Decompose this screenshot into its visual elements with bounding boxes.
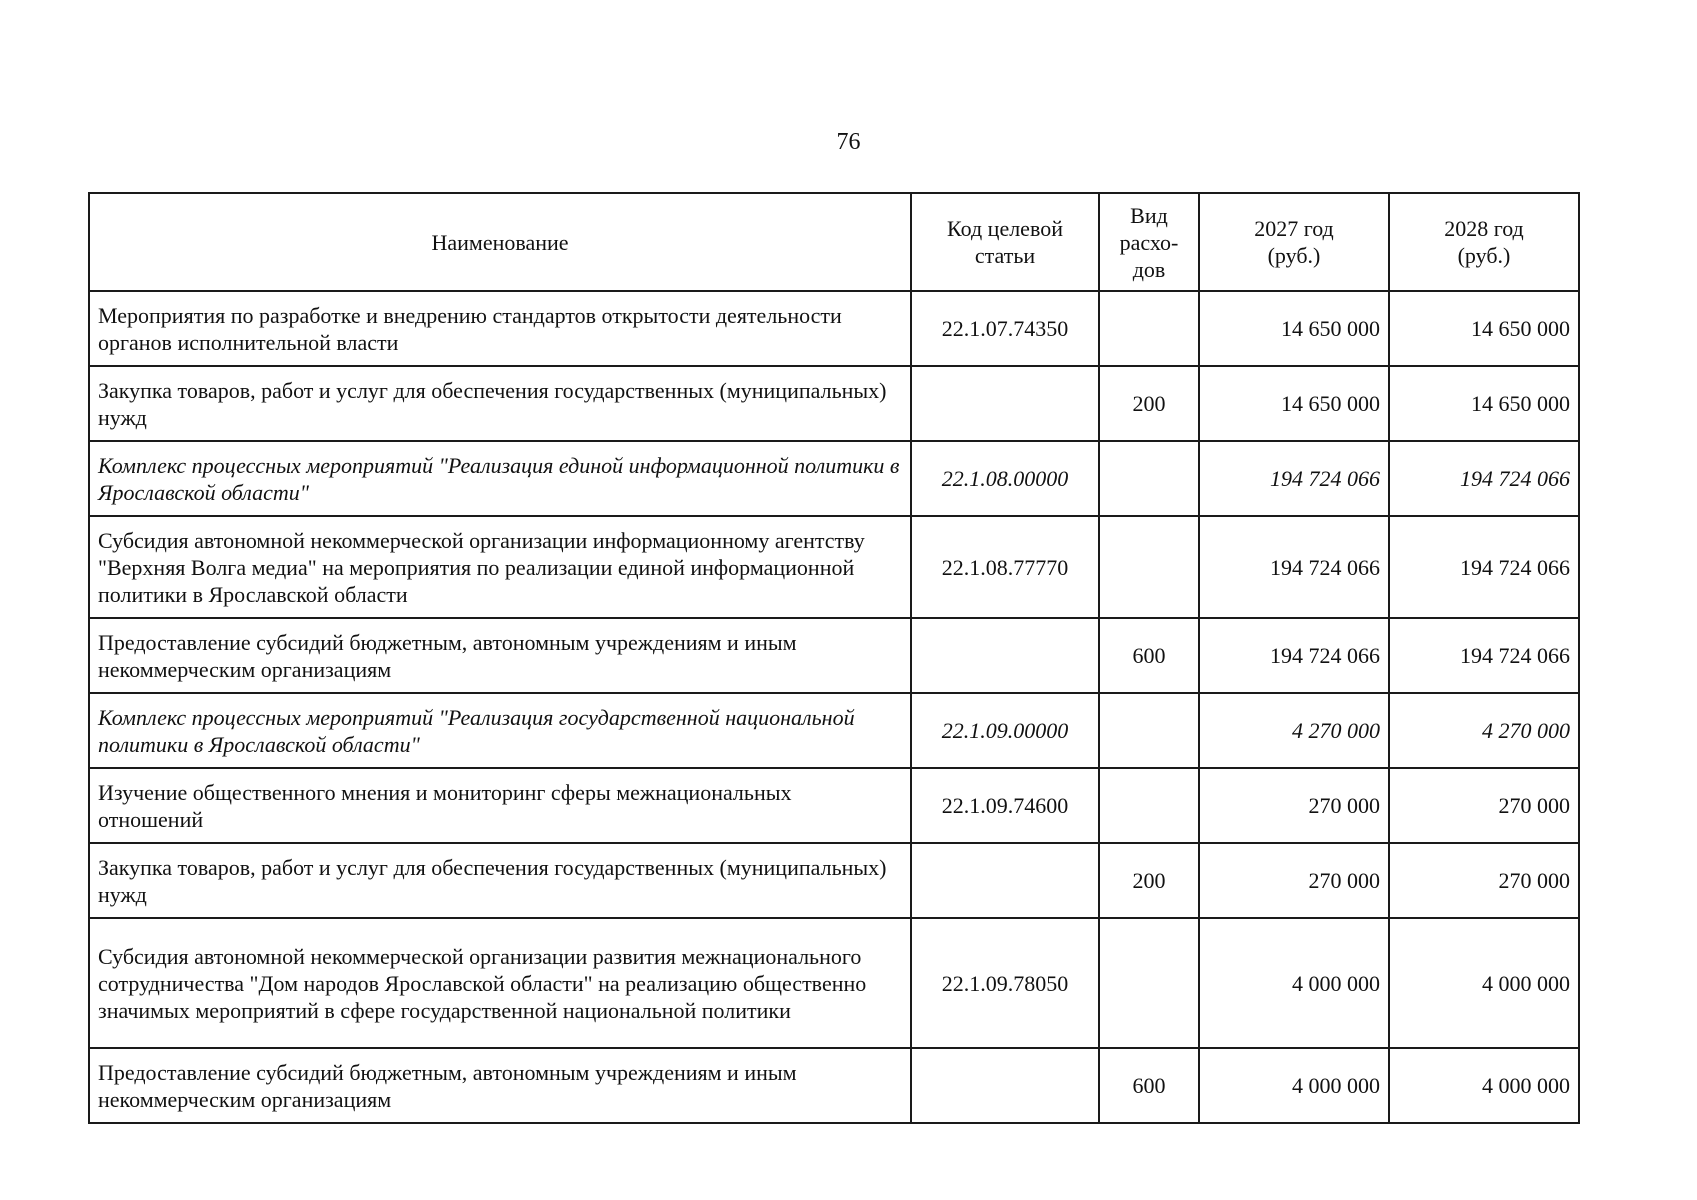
row-code: 22.1.09.00000 — [911, 693, 1099, 768]
table-row — [89, 1048, 1579, 1123]
header-kind-line1: Вид — [1130, 202, 1168, 228]
row-code: 22.1.08.00000 — [911, 441, 1099, 516]
row-2028: 4 270 000 — [1389, 693, 1579, 768]
row-name: Закупка товаров, работ и услуг для обеспечения государственных (муниципальных) нужд — [89, 366, 911, 441]
header-name: Наименование — [89, 193, 911, 291]
row-code — [911, 1048, 1099, 1123]
row-name: Субсидия автономной некоммерческой организации развития межнационального сотрудничества "Дом народов Ярославской области" на реализацию общественно значимых мероприятий в сфере государственной национальной политики — [89, 918, 911, 1048]
row-name: Изучение общественного мнения и мониторинг сферы межнациональных отношений — [89, 768, 911, 843]
header-kind — [1099, 193, 1199, 291]
row-name: Комплекс процессных мероприятий "Реализация государственной национальной политики в Ярославской области" — [89, 693, 911, 768]
row-2028: 4 000 000 — [1389, 1048, 1579, 1123]
row-name: Предоставление субсидий бюджетным, автономным учреждениям и иным некоммерческим организациям — [89, 1048, 911, 1123]
row-2028: 194 724 066 — [1389, 441, 1579, 516]
row-2027: 270 000 — [1199, 768, 1389, 843]
row-code — [911, 843, 1099, 918]
header-2027-line2: (руб.) — [1267, 243, 1321, 268]
row-2027: 14 650 000 — [1199, 291, 1389, 366]
header-2027 — [1199, 193, 1389, 291]
header-kind-line3: дов — [1132, 256, 1166, 282]
row-2027: 194 724 066 — [1199, 441, 1389, 516]
row-kind: 600 — [1099, 618, 1199, 693]
table-row — [89, 516, 1579, 618]
row-name: Мероприятия по разработке и внедрению стандартов открытости деятельности органов исполнительной власти — [89, 291, 911, 366]
header-kind-line2: расхо- — [1119, 229, 1179, 255]
row-kind — [1099, 918, 1199, 1048]
row-2027: 4 270 000 — [1199, 693, 1389, 768]
table-row — [89, 693, 1579, 768]
row-name: Предоставление субсидий бюджетным, автономным учреждениям и иным некоммерческим организациям — [89, 618, 911, 693]
header-2028 — [1389, 193, 1579, 291]
header-code-line1: Код целевой — [947, 216, 1063, 241]
row-2027: 4 000 000 — [1199, 918, 1389, 1048]
table-row — [89, 291, 1579, 366]
table-row — [89, 441, 1579, 516]
row-code: 22.1.08.77770 — [911, 516, 1099, 618]
row-2027: 194 724 066 — [1199, 618, 1389, 693]
row-name: Закупка товаров, работ и услуг для обеспечения государственных (муниципальных) нужд — [89, 843, 911, 918]
row-2028: 194 724 066 — [1389, 516, 1579, 618]
header-code-line2: статьи — [974, 243, 1036, 268]
row-2027: 4 000 000 — [1199, 1048, 1389, 1123]
row-2028: 270 000 — [1389, 768, 1579, 843]
header-code — [911, 193, 1099, 291]
row-code — [911, 618, 1099, 693]
budget-table-container — [88, 192, 1578, 1124]
row-kind: 600 — [1099, 1048, 1199, 1123]
table-row — [89, 366, 1579, 441]
row-2027: 194 724 066 — [1199, 516, 1389, 618]
table-row — [89, 843, 1579, 918]
row-2028: 194 724 066 — [1389, 618, 1579, 693]
table-row — [89, 918, 1579, 1048]
page-number: 76 — [836, 129, 861, 155]
budget-table — [88, 192, 1580, 1124]
header-2027-line1: 2027 год — [1254, 216, 1334, 241]
row-code: 22.1.07.74350 — [911, 291, 1099, 366]
row-2028: 270 000 — [1389, 843, 1579, 918]
row-kind: 200 — [1099, 366, 1199, 441]
table-header-row — [89, 193, 1579, 291]
row-2027: 14 650 000 — [1199, 366, 1389, 441]
row-2028: 4 000 000 — [1389, 918, 1579, 1048]
row-kind — [1099, 441, 1199, 516]
header-2028-line1: 2028 год — [1444, 216, 1524, 241]
row-name: Комплекс процессных мероприятий "Реализация единой информационной политики в Ярославской области" — [89, 441, 911, 516]
row-kind — [1099, 693, 1199, 768]
row-2027: 270 000 — [1199, 843, 1389, 918]
table-row — [89, 768, 1579, 843]
header-2028-line2: (руб.) — [1457, 243, 1511, 268]
row-2028: 14 650 000 — [1389, 366, 1579, 441]
row-kind — [1099, 768, 1199, 843]
row-2028: 14 650 000 — [1389, 291, 1579, 366]
row-kind — [1099, 516, 1199, 618]
row-code: 22.1.09.74600 — [911, 768, 1099, 843]
row-kind — [1099, 291, 1199, 366]
row-kind: 200 — [1099, 843, 1199, 918]
row-name: Субсидия автономной некоммерческой организации информационному агентству "Верхняя Волга медиа" на мероприятия по реализации единой информационной политики в Ярославской области — [89, 516, 911, 618]
row-code: 22.1.09.78050 — [911, 918, 1099, 1048]
row-code — [911, 366, 1099, 441]
table-row — [89, 618, 1579, 693]
